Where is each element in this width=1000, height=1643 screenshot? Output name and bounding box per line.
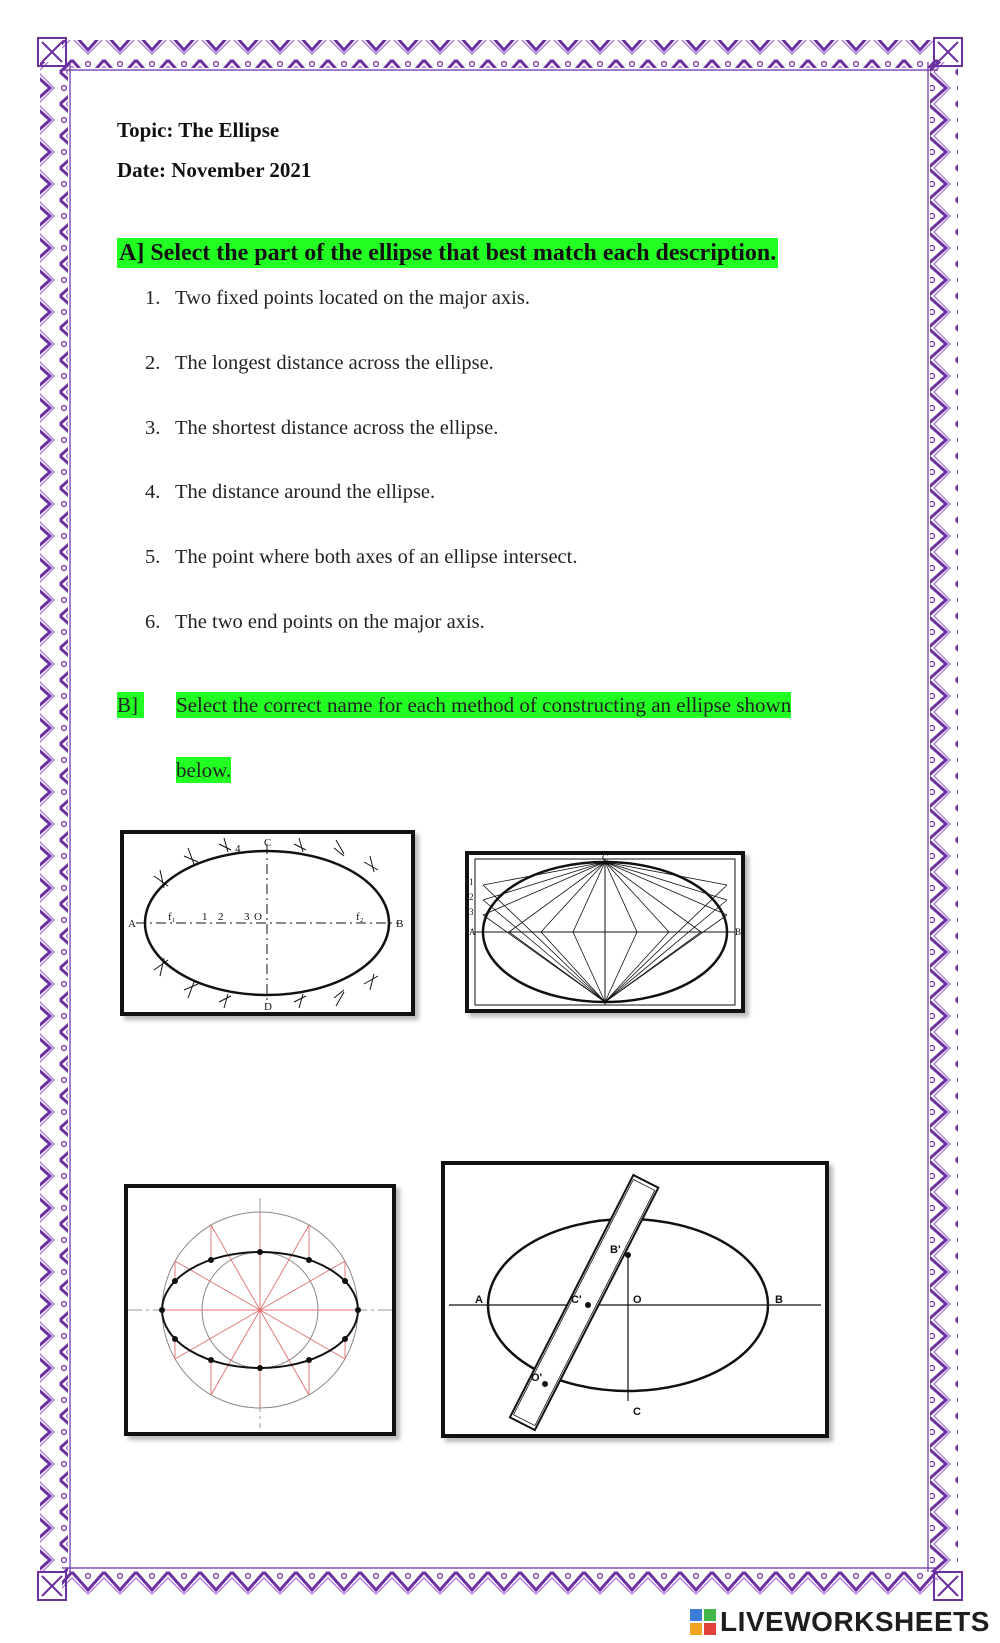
label-a: A bbox=[469, 927, 476, 937]
label-a: A bbox=[475, 1294, 483, 1306]
label-1: 1 bbox=[469, 877, 474, 887]
section-a-heading: A] Select the part of the ellipse that best match each description. bbox=[119, 240, 777, 266]
label-3: 3 bbox=[244, 911, 250, 923]
label-f2: f₂ bbox=[356, 911, 364, 923]
logo-icon bbox=[690, 1609, 716, 1635]
label-f1: f₁ bbox=[168, 911, 176, 923]
label-o: O bbox=[633, 1294, 642, 1306]
label-1: 1 bbox=[202, 911, 208, 923]
figure-trammel-method bbox=[441, 1161, 829, 1438]
section-b-instruction: Select the correct name for each method of constructing an ellipse shown bbox=[176, 693, 792, 717]
brand-text: LIVEWORKSHEETS bbox=[720, 1606, 990, 1637]
question-item: 4. The distance around the ellipse. bbox=[145, 481, 436, 503]
question-item: 5. The point where both axes of an ellipse intersect. bbox=[145, 546, 578, 568]
figure-rectangle-drawing bbox=[469, 855, 741, 1009]
figure-concentric-drawing bbox=[128, 1188, 392, 1432]
label-d: D bbox=[264, 1001, 272, 1012]
label-b: B bbox=[775, 1294, 783, 1306]
topic-line: Topic: The Ellipse bbox=[117, 118, 280, 142]
figure-rectangle-method bbox=[465, 851, 745, 1013]
date-line: Date: November 2021 bbox=[117, 158, 312, 182]
label-3: 3 bbox=[469, 907, 474, 917]
question-item: 6. The two end points on the major axis. bbox=[145, 611, 485, 633]
section-b-instruction-cont: below. bbox=[176, 758, 232, 782]
question-item: 2. The longest distance across the ellipse. bbox=[145, 352, 494, 374]
label-c: C bbox=[264, 837, 272, 849]
label-b-prime: B' bbox=[610, 1244, 621, 1256]
label-b: B bbox=[396, 918, 404, 930]
label-o: O bbox=[254, 911, 262, 923]
section-b-label: B] bbox=[117, 692, 144, 718]
label-b: B bbox=[735, 927, 741, 937]
question-item: 3. The shortest distance across the ellipse. bbox=[145, 417, 499, 439]
figure-trammel-drawing bbox=[445, 1165, 825, 1434]
figure-foci-method bbox=[120, 830, 415, 1016]
label-c: C bbox=[602, 855, 609, 863]
label-4: 4 bbox=[235, 843, 241, 855]
label-2: 2 bbox=[469, 892, 474, 902]
question-item: 1. Two fixed points located on the major axis. bbox=[145, 287, 530, 309]
label-o-prime: O' bbox=[531, 1372, 543, 1384]
label-c-prime: C' bbox=[571, 1294, 582, 1306]
label-a: A bbox=[128, 918, 136, 930]
figure-foci-drawing bbox=[124, 834, 411, 1012]
figure-concentric-circle-method bbox=[124, 1184, 396, 1436]
label-2: 2 bbox=[218, 911, 224, 923]
label-c: C bbox=[633, 1406, 641, 1418]
liveworksheets-logo[interactable] bbox=[690, 1606, 990, 1638]
